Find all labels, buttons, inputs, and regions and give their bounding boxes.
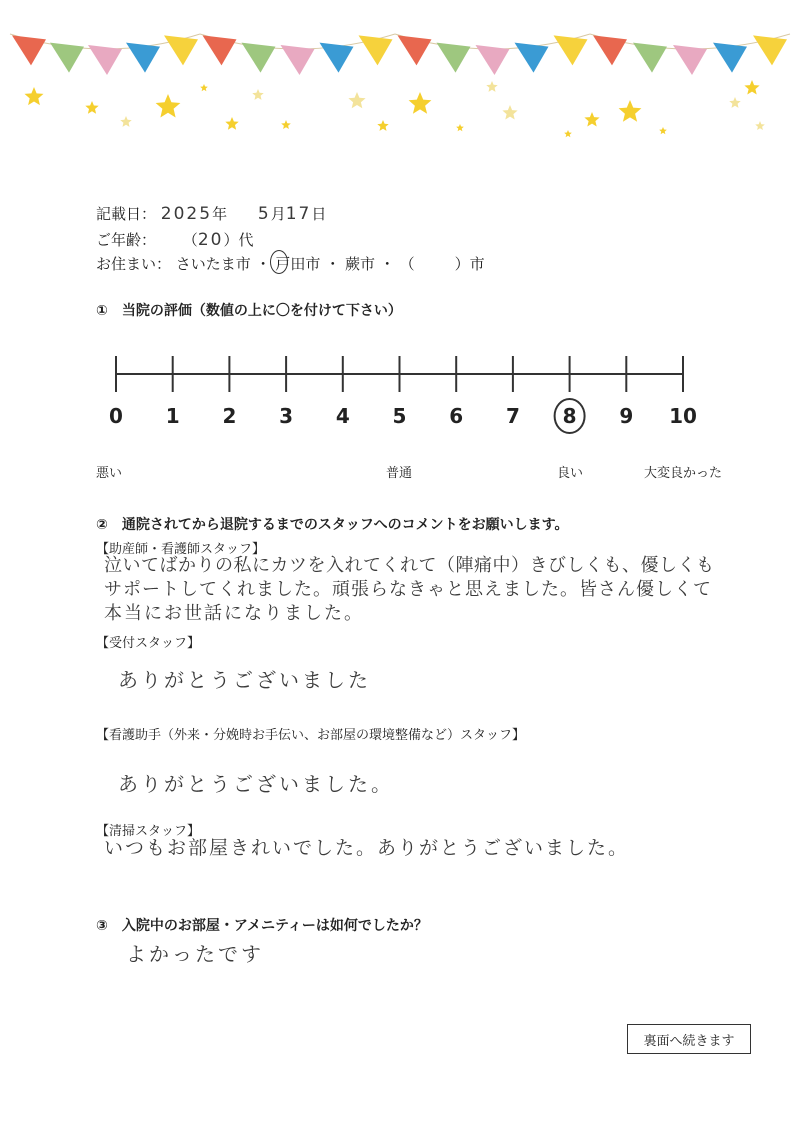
bunting-flag <box>164 35 198 65</box>
address-selection-circle <box>270 250 288 274</box>
scale-number: 6 <box>449 404 464 428</box>
star-icon <box>584 112 599 127</box>
star-icon <box>225 117 238 130</box>
scale-number: 3 <box>279 404 294 428</box>
star-icon <box>659 127 667 134</box>
star-icon <box>120 116 131 127</box>
comment-midwife-line2: サポートしてくれました。頑張らなきゃと思えました。皆さん優しくて <box>104 579 712 600</box>
age-open: （ <box>182 231 198 249</box>
section2-title: ② 通院されてから退院するまでのスタッフへのコメントをお願いします。 <box>96 517 569 533</box>
rating-scale <box>0 350 800 460</box>
bunting-flag <box>12 35 46 65</box>
age-close: ） <box>223 231 239 249</box>
category-nursing-assistant: 【看護助手（外来・分娩時お手伝い、お部屋の環境整備など）スタッフ】 <box>96 728 526 743</box>
address-other-unit: 市 <box>469 255 485 273</box>
scale-number: 0 <box>109 404 123 428</box>
comment-midwife-line1: 泣いてばかりの私にカツを入れてくれて（陣痛中）きびしくも、優しくも <box>104 555 715 576</box>
record-date-label: 記載日： <box>96 205 157 223</box>
comment-room-amenity: よかったです <box>126 942 264 966</box>
star-icon <box>156 94 181 118</box>
continue-label: 裏面へ続きます <box>643 1033 735 1049</box>
address-separator: ・ <box>379 255 395 273</box>
bunting-flag <box>242 43 276 73</box>
bunting-flag <box>633 43 667 73</box>
star-icon <box>252 89 263 100</box>
day-unit: 日 <box>311 205 327 223</box>
star-icon <box>348 92 365 108</box>
age-label: ご年齢： <box>96 231 157 249</box>
comment-reception: ありがとうございました <box>118 668 371 692</box>
address-label: お住まい： <box>96 255 172 273</box>
bunting-flag <box>437 43 471 73</box>
section3-title: ③ 入院中のお部屋・アメニティーは如何でしたか？ <box>96 918 428 934</box>
address-other-open: （ <box>399 255 415 273</box>
star-icon <box>377 120 388 131</box>
star-icon <box>409 92 432 114</box>
scale-number: 8 <box>562 404 577 428</box>
star-icon <box>486 81 497 92</box>
scale-number: 7 <box>505 404 520 428</box>
scale-number: 1 <box>165 404 180 428</box>
star-icon <box>502 105 517 120</box>
bunting-decoration <box>0 0 800 160</box>
address-separator: ・ <box>325 255 341 273</box>
scale-number: 2 <box>222 404 237 428</box>
star-icon <box>564 130 572 137</box>
month-value: 5 <box>257 204 271 224</box>
scale-number: 4 <box>335 404 350 428</box>
address-option-toda: 戸田市 <box>275 255 321 273</box>
section1-title: ① 当院の評価（数値の上に〇を付けて下さい） <box>96 303 402 319</box>
scale-number: 10 <box>669 404 697 428</box>
scale-label-very-good: 大変良かった <box>644 466 723 481</box>
continue-on-back-box <box>627 1024 751 1054</box>
star-icon <box>85 101 98 114</box>
scale-label-normal: 普通 <box>386 466 413 481</box>
star-icon <box>281 120 291 129</box>
age-unit: 代 <box>238 231 254 249</box>
bunting-flag <box>554 35 588 65</box>
address-row <box>96 253 485 274</box>
star-icon <box>200 84 208 91</box>
bunting-flag <box>203 35 237 65</box>
bunting-flag <box>515 43 549 73</box>
category-midwife-nurse: 【助産師・看護師スタッフ】 <box>96 542 266 557</box>
star-icon <box>755 121 765 130</box>
comment-cleaning: いつもお部屋きれいでした。ありがとうございました。 <box>104 837 630 859</box>
bunting-flag <box>359 35 393 65</box>
bunting-flag <box>88 45 122 75</box>
comment-nursing-assistant: ありがとうございました。 <box>118 772 394 796</box>
bunting-flag <box>126 43 160 73</box>
star-icon <box>25 87 44 105</box>
address-option-saitama: さいたま市 <box>175 255 251 273</box>
record-date-row <box>96 203 326 224</box>
bunting-flag <box>50 43 84 73</box>
bunting-flag <box>320 43 354 73</box>
month-unit: 月 <box>270 205 286 223</box>
bunting-flag <box>593 35 627 65</box>
star-icon <box>456 124 464 131</box>
bunting-flag <box>281 45 315 75</box>
year-unit: 年 <box>212 205 228 223</box>
year-value: 2025 <box>160 204 213 224</box>
age-value: 20 <box>197 230 224 250</box>
category-reception: 【受付スタッフ】 <box>96 636 201 651</box>
age-row <box>96 229 253 250</box>
bunting-flag <box>713 43 747 73</box>
comment-midwife-line3: 本当にお世話になりました。 <box>104 603 364 624</box>
scale-label-good: 良い <box>557 466 584 481</box>
star-icon <box>729 97 740 108</box>
scale-number: 5 <box>392 404 407 428</box>
bunting-flag <box>476 45 510 75</box>
day-value: 17 <box>285 204 312 224</box>
bunting-flag <box>673 45 707 75</box>
bunting-flag <box>398 35 432 65</box>
address-option-warabi: 蕨市 <box>344 255 375 273</box>
star-icon <box>744 80 759 95</box>
bunting-flag <box>753 35 787 65</box>
scale-number: 9 <box>619 404 634 428</box>
category-cleaning: 【清掃スタッフ】 <box>96 824 201 839</box>
scale-label-bad: 悪い <box>96 466 123 481</box>
address-other-close: ） <box>454 255 470 273</box>
star-icon <box>619 100 642 122</box>
address-separator: ・ <box>255 255 271 273</box>
